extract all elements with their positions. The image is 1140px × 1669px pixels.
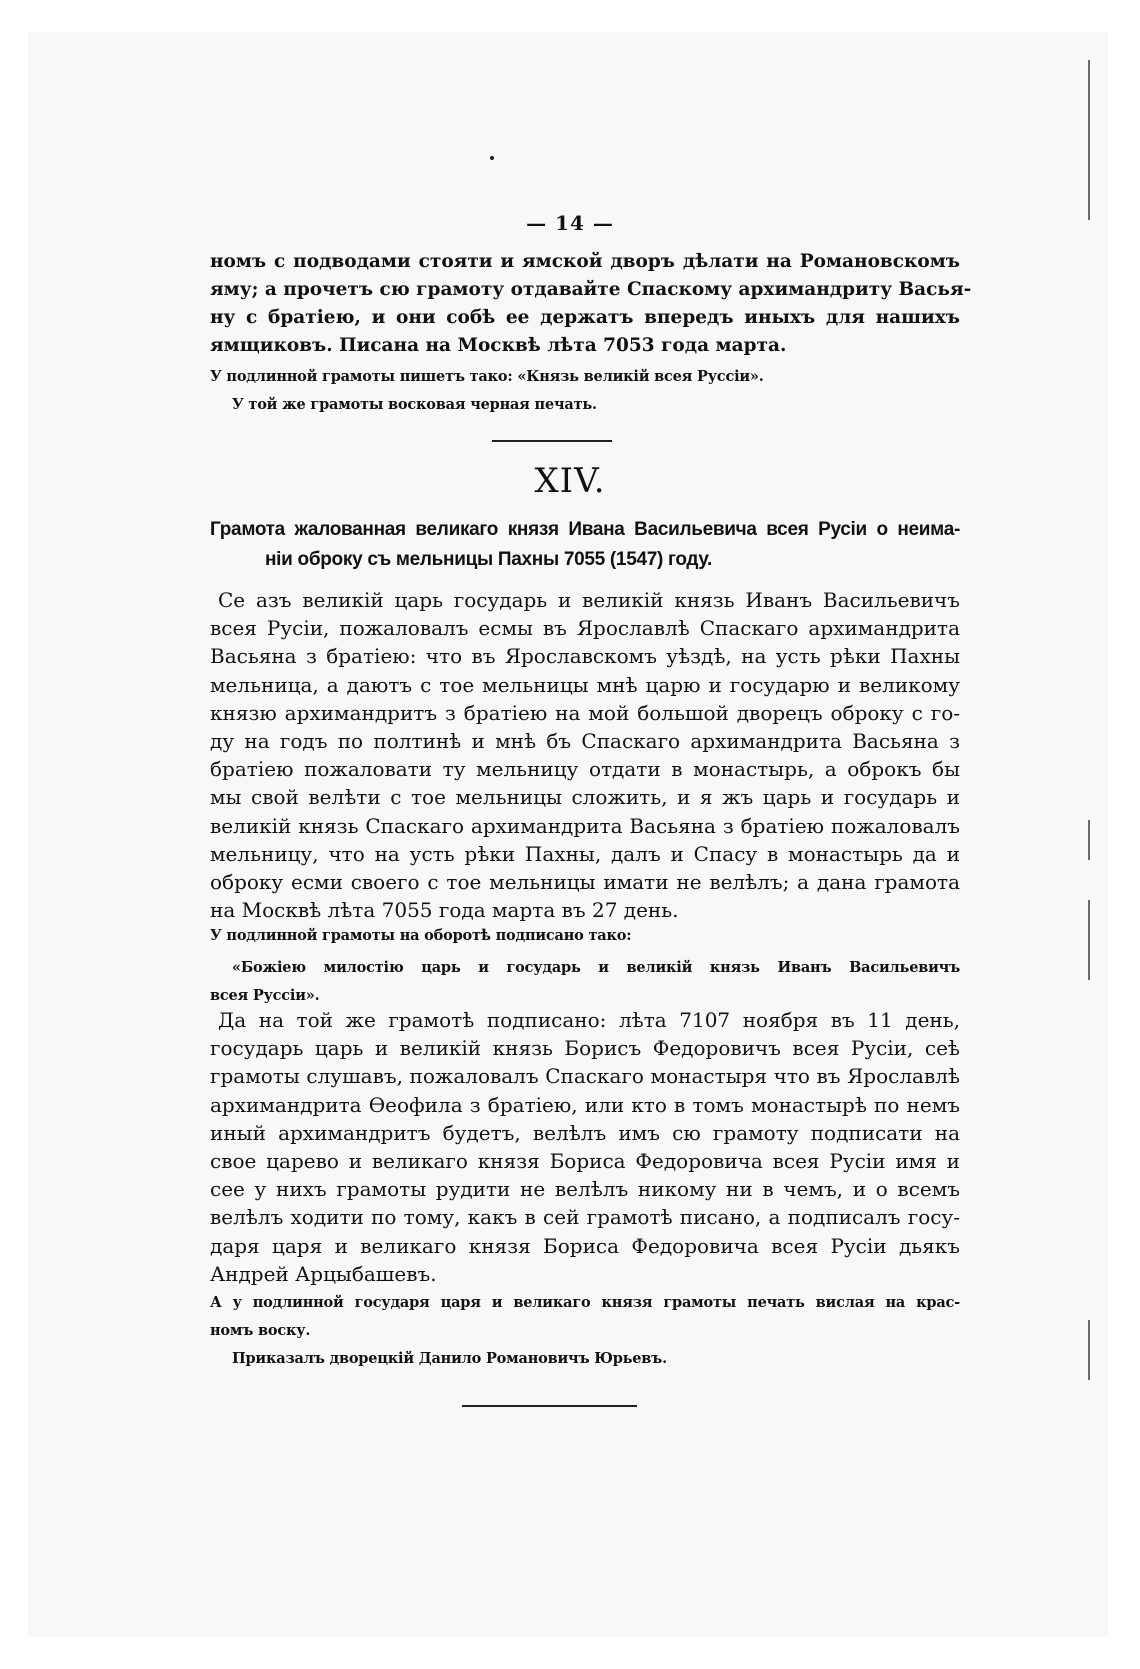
text-line: государь царь и великiй князь Борисъ Федоровичъ всея Русiи, сеѣ <box>210 1036 960 1061</box>
text-line: яму; а прочетъ сю грамоту отдавайте Спаскому архимандриту Васья- <box>210 279 972 300</box>
note-line: «Божiею милостiю царь и государь и великiй князь Иванъ Васильевичъ <box>232 959 960 976</box>
text-line: ямщиковъ. Писана на Москвѣ лѣта 7053 года марта. <box>210 335 787 356</box>
text-line: Васьяна з братiею: что въ Ярославскомъ уѣздѣ, на усть рѣки Пахны <box>210 644 960 669</box>
scan-edge-mark <box>1088 900 1090 980</box>
note-line: А у подлинной государя царя и великаго князя грамоты печать вислая на крас- <box>210 1294 960 1311</box>
page-number: — 14 — <box>526 211 614 235</box>
scan-speck <box>490 156 494 160</box>
text-line: Да на той же грамотѣ подписано: лѣта 7107 ноября въ 11 день, <box>218 1008 960 1032</box>
text-line: великiй князь Спаскаго архимандрита Васьяна з братiею пожаловалъ <box>210 813 960 838</box>
section-number: XIV. <box>534 461 606 501</box>
text-line: на Москвѣ лѣта 7055 года марта въ 27 день. <box>210 898 679 923</box>
original-note <box>210 363 960 391</box>
scan-edge-mark <box>1088 60 1090 220</box>
signature-block <box>210 954 960 1010</box>
text-line: оброку есми своего с тое мельницы имати не велѣлъ; а дана грамота <box>210 869 960 894</box>
closing-divider <box>462 1405 637 1407</box>
seal-description <box>210 1289 960 1345</box>
heading-line: нiи оброку съ мельницы Пахны 7055 (1547) году. <box>265 549 712 570</box>
text-line: Андрей Арцыбашевъ. <box>210 1261 437 1286</box>
text-line: мельница, а даютъ с тое мельницы мнѣ царю и государю и великому <box>210 672 960 697</box>
text-line: братiею пожаловати ту мельницу отдати в монастырь, а оброкъ бы <box>210 757 960 782</box>
text-line: ду на годъ по полтинѣ и мнѣ бъ Спаскаго архимандрита Васьяна з <box>210 728 960 753</box>
section-heading <box>210 515 960 575</box>
text-line: даря царя и великаго князя Бориса Федоровича всея Русiи дьякъ <box>210 1233 960 1258</box>
scan-edge-mark <box>1088 820 1090 860</box>
charter-text <box>210 586 960 924</box>
text-line: иный архимандритъ будетъ, велѣлъ имъ сю грамоту подписати на <box>210 1120 960 1145</box>
text-line: всея Русiи, пожаловалъ есмы въ Ярославлѣ Спаскаго архимандрита <box>210 616 960 641</box>
continuation-text <box>210 248 972 360</box>
seal-note <box>232 391 982 419</box>
note-line: всея Руссiи». <box>210 987 320 1004</box>
text-line: ну с братiею, и они собѣ ее держатъ впередъ иныхъ для нашихъ <box>210 307 960 328</box>
text-line: князю архимандритъ з братiею на мой большой дворецъ оброку с го- <box>210 700 960 725</box>
text-line: свое царево и великаго князя Бориса Федоровича всея Русiи имя и <box>210 1148 960 1173</box>
text-line: сее у нихъ грамоты рудити не велѣлъ никому ни в чемъ, и о всемъ <box>210 1177 960 1202</box>
note-line: Приказалъ дворецкiй Данило Романовичъ Юрьевъ. <box>232 1350 667 1367</box>
text-line: велѣлъ ходити по тому, какъ в сей грамотѣ писано, а подписалъ госу- <box>210 1205 960 1230</box>
text-line: грамоты слушавъ, пожаловалъ Спаскаго монастыря что въ Ярославлѣ <box>210 1064 960 1089</box>
text-line: мы свой велѣти с тое мельницы сложить, и я жъ царь и государь и <box>210 785 960 810</box>
text-line: Се азъ великiй царь государь и великiй князь Иванъ Васильевичъ <box>218 588 960 612</box>
section-divider <box>492 440 612 442</box>
subscription-text <box>210 1006 960 1288</box>
text-line: номъ с подводами стояти и ямской дворъ дѣлати на Романовскомъ <box>210 251 960 272</box>
ordered-by-note <box>232 1345 982 1373</box>
note-line: У подлинной грамоты пишетъ тако: «Князь великiй всея Руссiи». <box>210 368 764 385</box>
note-line: номъ воску. <box>210 1322 311 1339</box>
text-line: мельницу, что на усть рѣки Пахны, далъ и Спасу в монастырь да и <box>210 841 960 866</box>
text-line: архимандрита Өеофила з братiею, или кто в томъ монастырѣ по немъ <box>210 1092 960 1117</box>
scan-edge-mark <box>1088 1320 1090 1380</box>
note-line: У подлинной грамоты на оборотѣ подписано тако: <box>210 927 632 944</box>
note-line: У той же грамоты восковая черная печать. <box>232 396 597 413</box>
obverse-note <box>210 922 960 950</box>
heading-line: Грамота жалованная великаго князя Ивана Васильевича всея Русiи о неима- <box>210 519 960 540</box>
